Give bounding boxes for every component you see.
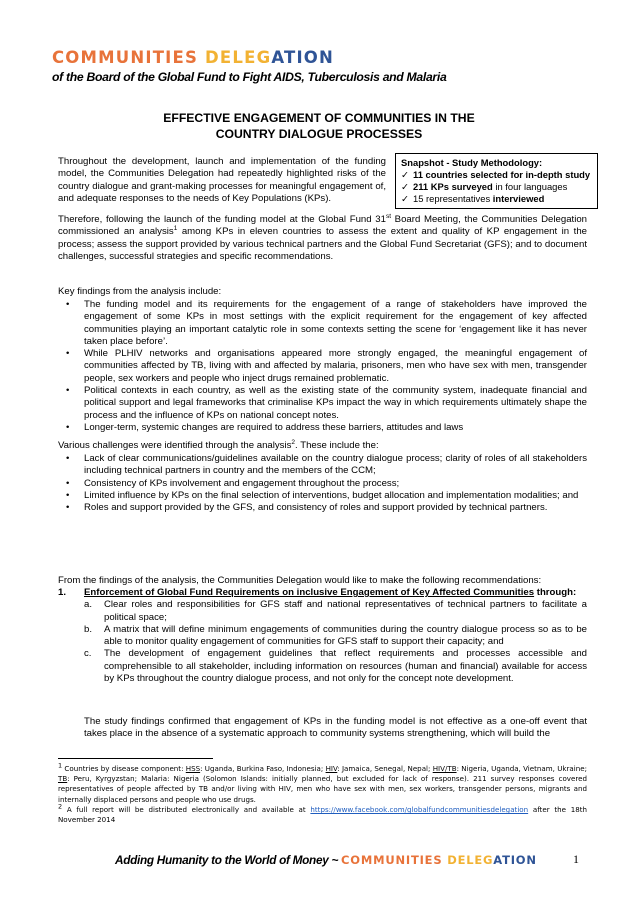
logo-word-deleg: DELEG <box>205 48 272 67</box>
document-title <box>100 110 538 142</box>
list-item: • Roles and support provided by the GFS, and consistency of roles and support provided by technical partners. <box>66 502 548 514</box>
snapshot-item <box>401 181 593 193</box>
analysis-paragraph: Therefore, following the launch of the funding model at the Global Fund 31st Board Meeting, the Communities Delegation commissioned an analysis$^1$ among KPs in eleven countries to assess the extent and quality of KP engagement in the process; assess the support provided by various technical partners and the Global Fund Secretariat (GFS); and to document challenges, successful strategies and specific recommendations. <box>58 212 587 262</box>
recommendation-heading: 1. Enforcement of Global Fund Requirements on inclusive Engagement of Key Affected Communities through: <box>58 587 577 598</box>
list-item: • The funding model and its requirements for the engagement of a range of stakeholders have improved the engagement of some KPs in most settings with the explicit requirement for the engagement of key affected communities playing an important catalytic role in some contexts setting the scene for ‘engagement like it has never taken place before’. <box>66 299 587 347</box>
page-footer <box>115 853 537 867</box>
intro-paragraph: Throughout the development, launch and implementation of the funding model, the Communities Delegation had repeatedly highlighted risks of the country dialogue and grant-making processes for meaningful engagement of, and adequate responses to the needs of Key Populations (KPs). <box>58 156 386 204</box>
snapshot-item-text: 211 KPs surveyed in four languages <box>413 181 568 192</box>
bullet-icon: • <box>66 299 70 310</box>
recommendation-1 <box>58 587 587 685</box>
key-findings-heading: Key findings from the analysis include: <box>58 286 222 297</box>
footnote-1: $^1$ Countries by disease component: HSS: Uganda, Burkina Faso, Indonesia; HIV: Jamaica, Senegal, Nepal; HIV/TB: Nigeria, Uganda, Vietnam, Ukraine; TB: Peru, Kyrgyzstan; Malaria: Nigeria (Solomon Islands: initially planned, but excluded for lack of response). 211 survey responses covered representatives of people affected by TB and/or living with HIV, men who have sex with men, sex workers, transgender persons, migrants and internally displaced persons and people who use drugs. <box>58 761 587 804</box>
bullet-icon: • <box>66 477 70 489</box>
snapshot-box <box>395 153 598 209</box>
snapshot-item-text: 11 countries selected for in-depth study <box>413 169 591 180</box>
list-item: • While PLHIV networks and organisations appeared more strongly engaged, the meaningful engagement of communities affected by TB, living with and affected by malaria, prisoners, men who have sex with men, transgender people, sex workers and people who inject drugs remained problematic. <box>66 348 587 384</box>
bullet-icon: • <box>66 348 70 360</box>
study-findings-paragraph: The study findings confirmed that engagement of KPs in the funding model is not effective as a one-off event that takes place in the absence of a systematic approach to community systems strengthening, which will build the <box>84 716 587 740</box>
list-item: • Longer-term, systemic changes are required to address these barriers, attitudes and laws <box>66 421 464 433</box>
footer-tagline: Adding Humanity to the World of Money ~ <box>115 853 342 867</box>
snapshot-item <box>401 169 593 181</box>
bullet-icon: • <box>66 502 70 514</box>
checkmark-icon: ✓ <box>401 169 409 180</box>
footnote-divider <box>58 758 213 759</box>
footnote-ref[interactable]: 1 <box>173 225 178 233</box>
snapshot-heading: Snapshot - Study Methodology: <box>401 157 543 168</box>
logo-word-communities: COMMUNITIES <box>52 48 206 67</box>
list-item: • Limited influence by KPs on the final selection of interventions, budget allocation and implementation modalities; and <box>66 489 579 501</box>
title-line-2: COUNTRY DIALOGUE PROCESSES <box>215 127 423 141</box>
list-item: c. The development of engagement guidelines that reflect requirements and processes accessible and comprehensible to all stakeholder, including information on resources (human and financial) available for access by KPs throughout the country dialogue process, and not only for the concept note development. <box>84 648 587 685</box>
delegation-logo <box>52 48 334 67</box>
snapshot-item-text: 15 representatives interviewed <box>413 193 545 204</box>
checkmark-icon: ✓ <box>401 193 409 204</box>
report-link[interactable]: https://www.facebook.com/globalfundcommunitiesdelegation <box>310 805 529 814</box>
findings-list <box>58 299 587 434</box>
challenges-intro: Various challenges were identified through the analysis$^2$. These include the: <box>58 438 379 451</box>
footnote-2: $^2$ A full report will be distributed electronically and available at https://www.facebook.com/globalfundcommunitiesdelegation after the 18th November 2014 <box>58 802 588 825</box>
title-line-1: EFFECTIVE ENGAGEMENT OF COMMUNITIES IN THE <box>163 111 475 125</box>
list-item: • Lack of clear communications/guidelines available on the country dialogue process; clarity of roles of all stakeholders including technical partners in country and the members of the CCM; <box>66 453 587 477</box>
list-item: • Consistency of KPs involvement and engagement throughout the process; <box>66 477 400 489</box>
page-number: 1 <box>573 852 579 866</box>
snapshot-item <box>401 193 593 205</box>
challenges-list <box>58 453 587 514</box>
bullet-icon: • <box>66 421 70 433</box>
logo-word-ation: ATION <box>271 48 335 67</box>
list-item: • Political contexts in each country, as well as the existing state of the community system, inadequate financial and political support and legal frameworks that criminalise KPs impact the way in which requirements ultimately shape the process and the influence of KPs on national concept notes. <box>66 385 587 421</box>
bullet-icon: • <box>66 385 70 397</box>
recommendations-intro: From the findings of the analysis, the Communities Delegation would like to make the following recommendations: <box>58 575 542 586</box>
bullet-icon: • <box>66 489 70 501</box>
footnote-ref[interactable]: 2 <box>291 438 296 446</box>
list-item: a. Clear roles and responsibilities for GFS staff and national representatives of technical partners to facilitate a political space; <box>84 599 587 623</box>
list-item: b. A matrix that will define minimum engagements of communities during the country dialogue process so as to be able to monitor quality engagement of communities for GFS staff to support their capacity; and <box>84 623 587 648</box>
header-subline: of the Board of the Global Fund to Fight AIDS, Tuberculosis and Malaria <box>52 70 447 84</box>
checkmark-icon: ✓ <box>401 181 409 192</box>
footer-logo: COMMUNITIES DELEGATION <box>341 853 537 867</box>
bullet-icon: • <box>66 453 70 464</box>
